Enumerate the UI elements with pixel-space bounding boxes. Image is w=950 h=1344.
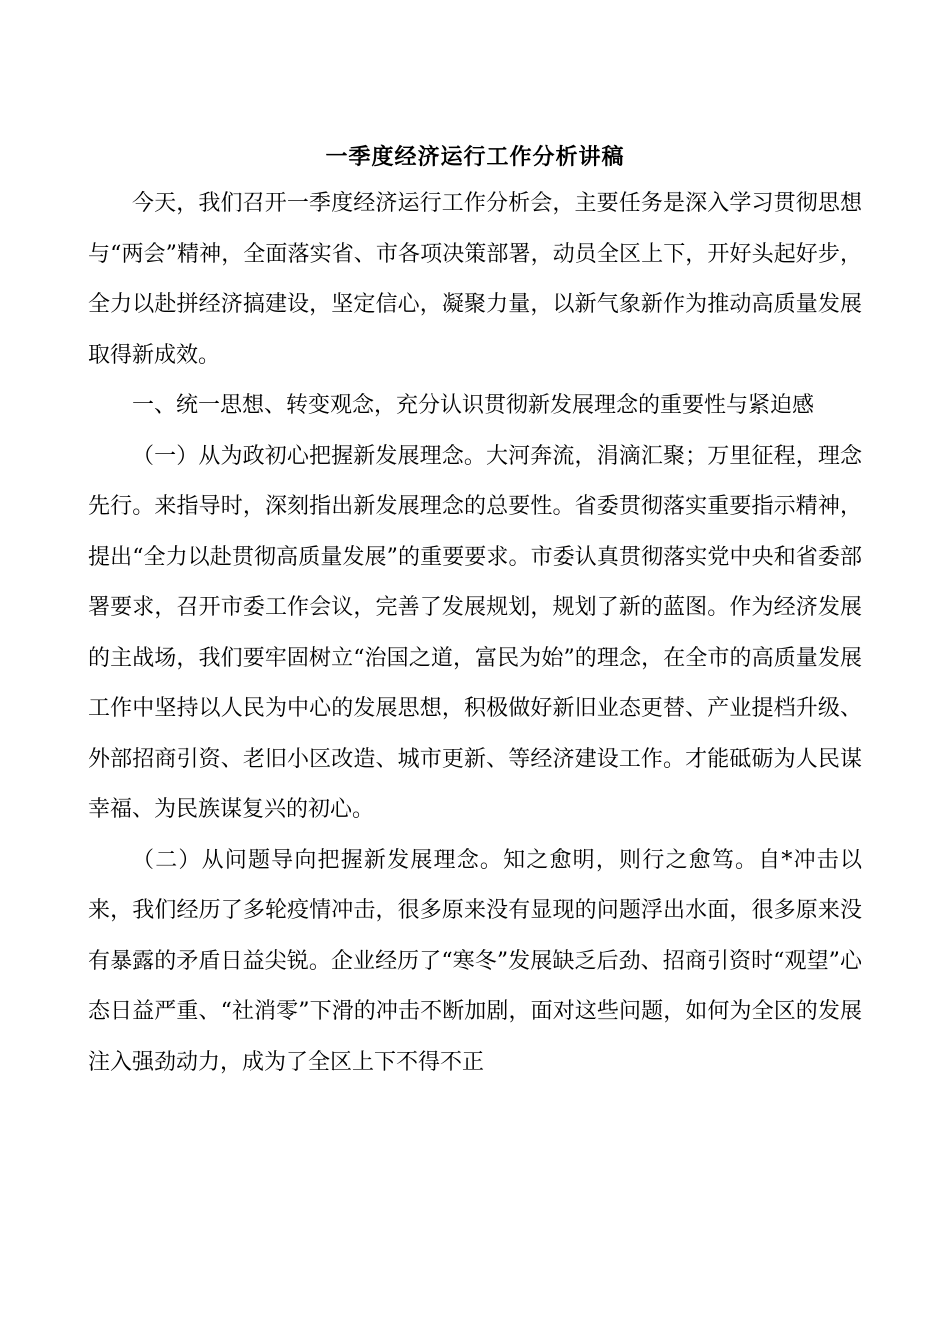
paragraph-section-1-1: （一）从为政初心把握新发展理念。大河奔流，涓滴汇聚；万里征程，理念先行。来指导时，深刻指出新发展理念的总要性。省委贯彻落实重要指示精神，提出“全力以赴贯彻高质量发展”的重要要求。市委认真贯彻落实党中央和省委部署要求，召开市委工作会议，完善了发展规划，规划了新的蓝图。作为经济发展的主战场，我们要牢固树立“治国之道，富民为始”的理念，在全市的高质量发展工作中坚持以人民为中心的发展思想，积极做好新旧业态更替、产业提档升级、外部招商引资、老旧小区改造、城市更新、等经济建设工作。才能砥砺为人民谋幸福、为民族谋复兴的初心。 (88, 443, 862, 822)
paragraph-intro: 今天，我们召开一季度经济运行工作分析会，主要任务是深入学习贯彻思想与“两会”精神，全面落实省、市各项决策部署，动员全区上下，开好头起好步，全力以赴拼经济搞建设，坚定信心，凝聚力量，以新气象新作为推动高质量发展取得新成效。 (88, 191, 862, 368)
document-title: 一季度经济运行工作分析讲稿 (325, 144, 625, 170)
document-page (88, 135, 862, 1088)
paragraph-section-1-2: （二）从问题导向把握新发展理念。知之愈明，则行之愈笃。自*冲击以来，我们经历了多轮疫情冲击，很多原来没有显现的问题浮出水面，很多原来没有暴露的矛盾日益尖锐。企业经历了“寒冬”发展缺乏后劲、招商引资时“观望”心态日益严重、“社消零”下滑的冲击不断加剧，面对这些问题，如何为全区的发展注入强劲动力，成为了全区上下不得不正 (88, 847, 862, 1075)
section-heading-1: 一、统一思想、转变观念，充分认识贯彻新发展理念的重要性与紧迫感 (132, 393, 815, 418)
